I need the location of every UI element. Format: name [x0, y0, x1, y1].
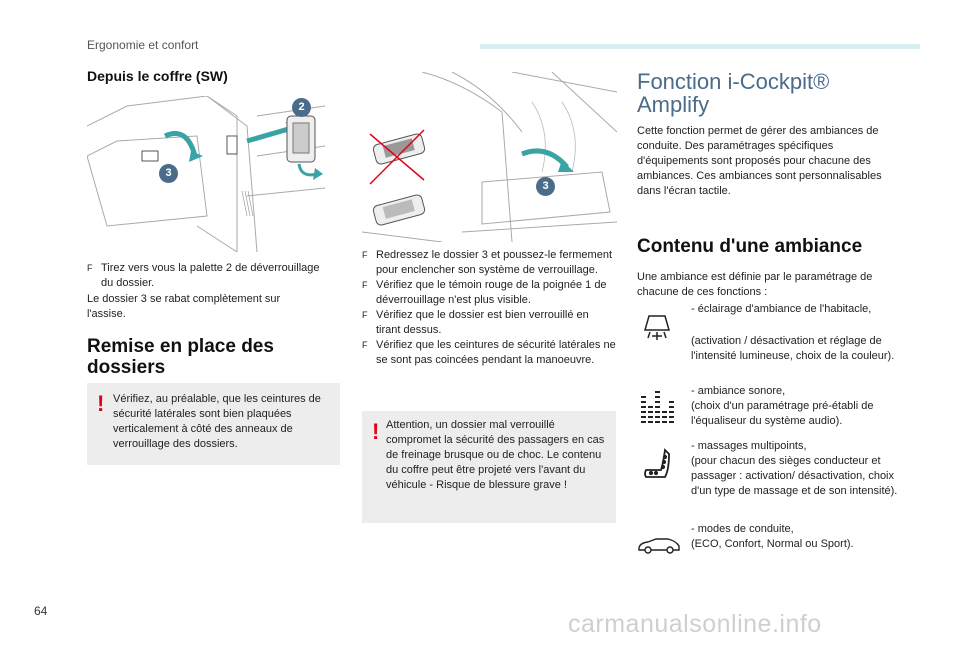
- seat-illustration: [362, 72, 617, 242]
- page-number: 64: [34, 604, 48, 618]
- ambient-light-label: - éclairage d'ambiance de l'habitacle,: [691, 303, 872, 315]
- right-section-title: Contenu d'une ambiance: [637, 236, 863, 257]
- watermark: carmanualsonline.info: [568, 610, 822, 638]
- equalizer-icon: [640, 390, 678, 429]
- bullet-mark-icon: F: [362, 280, 368, 290]
- massage-detail: (pour chacun des sièges conducteur et passager : activation/ désactivation, choix d'un type de massage et de son intensité).: [691, 455, 898, 497]
- left-after-line-1: Le dossier 3 se rabat complètement sur: [87, 293, 281, 305]
- left-warning-box: [87, 383, 340, 465]
- equalizer-label: - ambiance sonore,: [691, 385, 786, 397]
- callout-3-middle: 3: [536, 177, 555, 196]
- bullet-mark-icon: F: [87, 263, 93, 273]
- right-title-line-2: Amplify: [637, 92, 710, 117]
- callout-2: 2: [292, 98, 311, 117]
- bullet-mark-icon: F: [362, 310, 368, 320]
- left-after-line-2: l'assise.: [87, 308, 126, 320]
- right-title-line-1: Fonction i-Cockpit®: [637, 69, 830, 94]
- left-bullet-text: Tirez vers vous la palette 2 de déverrouillage du dossier.: [101, 262, 320, 289]
- middle-warning-box: [362, 411, 616, 523]
- equalizer-detail: (choix d'un paramétrage pré-établi de l'équaliseur du système audio).: [691, 400, 874, 427]
- callout-3: 3: [159, 164, 178, 183]
- left-section-title: Remise en place des dossiers: [87, 336, 274, 378]
- middle-bullet: F Vérifiez que le témoin rouge de la poignée 1 de déverrouillage n'est plus visible.: [362, 279, 607, 306]
- bullet-mark-icon: F: [362, 340, 368, 350]
- middle-bullets: [362, 248, 616, 368]
- middle-bullet: F Vérifiez que le dossier est bien verrouillé en tirant dessus.: [362, 309, 589, 336]
- right-intro: Cette fonction permet de gérer des ambiances de conduite. Des paramétrages spécifiques d'équipements sont proposés pour chacune des ambiances. Ces ambiances sont personnalisables dans l'écran tactile.: [637, 125, 882, 197]
- header-section-label: Ergonomie et confort: [87, 38, 199, 52]
- left-warning-text: Vérifiez, au préalable, que les ceintures de sécurité latérales sont bien plaquées verticalement à côté des anneaux de verrouillage des dossiers.: [113, 393, 321, 450]
- massage-label: - massages multipoints,: [691, 440, 807, 452]
- middle-warning-text: Attention, un dossier mal verrouillé compromet la sécurité des passagers en cas de freinage brusque ou de choc. Le contenu du coffre peut être projeté vers l'avant du véhicule - Risque de blessure grave !: [386, 419, 605, 491]
- massage-seat-icon: [641, 448, 675, 487]
- right-section-intro: Une ambiance est définie par le paramétrage de chacune de ces fonctions :: [637, 271, 873, 298]
- warning-icon: !: [372, 419, 380, 444]
- middle-bullet: F Vérifiez que les ceintures de sécurité latérales ne se sont pas coincées pendant la manoeuvre.: [362, 339, 616, 366]
- header-accent-bar: [480, 44, 920, 49]
- drive-mode-label: - modes de conduite,: [691, 523, 794, 535]
- ambient-light-detail: (activation / désactivation et réglage de l'intensité lumineuse, choix de la couleur).: [691, 335, 895, 362]
- left-title: Depuis le coffre (SW): [87, 68, 228, 84]
- bullet-mark-icon: F: [362, 250, 368, 260]
- middle-bullet: F Redressez le dossier 3 et poussez-le fermement pour enclencher son système de verrouillage.: [362, 249, 612, 276]
- drive-mode-detail: (ECO, Confort, Normal ou Sport).: [691, 538, 854, 550]
- warning-icon: !: [97, 391, 105, 416]
- trunk-illustration: [87, 96, 325, 252]
- ambient-light-icon: [640, 310, 674, 349]
- car-drive-mode-icon: [636, 537, 682, 560]
- left-bullet: [87, 261, 327, 291]
